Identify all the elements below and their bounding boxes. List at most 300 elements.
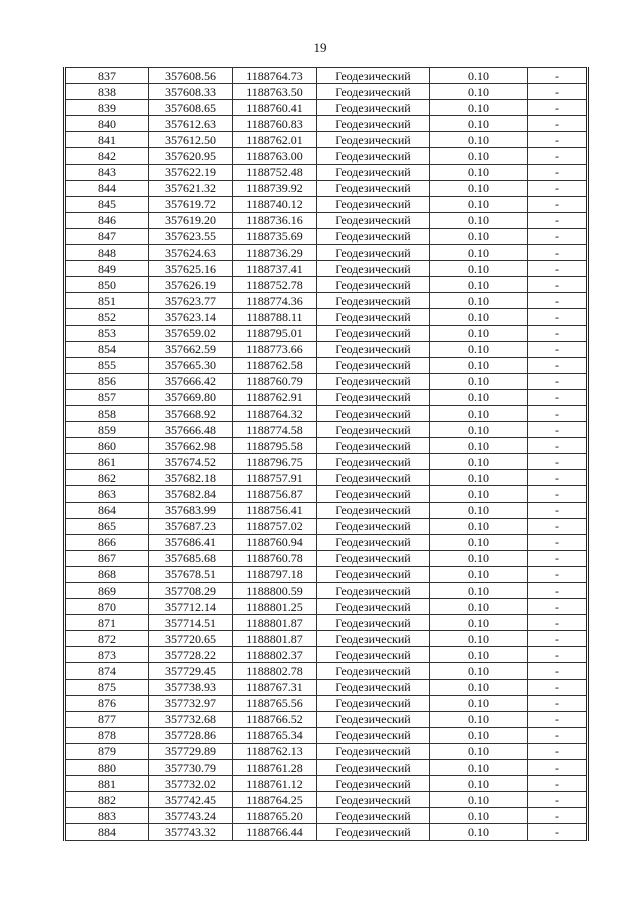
y-coordinate-cell: 1188757.91 <box>233 470 317 486</box>
point-number-cell: 867 <box>65 550 149 566</box>
point-number-cell: 866 <box>65 534 149 550</box>
y-coordinate-cell: 1188760.78 <box>233 550 317 566</box>
method-cell: Геодезический <box>317 373 430 389</box>
point-number-cell: 840 <box>65 116 149 132</box>
description-cell: - <box>528 261 588 277</box>
description-cell: - <box>528 502 588 518</box>
description-cell: - <box>528 180 588 196</box>
description-cell: - <box>528 711 588 727</box>
x-coordinate-cell: 357623.14 <box>149 309 233 325</box>
table-row <box>65 727 588 743</box>
point-number-cell: 882 <box>65 792 149 808</box>
description-cell: - <box>528 164 588 180</box>
description-cell: - <box>528 438 588 454</box>
method-cell: Геодезический <box>317 325 430 341</box>
x-coordinate-cell: 357608.56 <box>149 68 233 84</box>
accuracy-cell: 0.10 <box>430 84 528 100</box>
table-row <box>65 518 588 534</box>
accuracy-cell: 0.10 <box>430 293 528 309</box>
accuracy-cell: 0.10 <box>430 502 528 518</box>
table-row <box>65 454 588 470</box>
point-number-cell: 863 <box>65 486 149 502</box>
method-cell: Геодезический <box>317 486 430 502</box>
point-number-cell: 874 <box>65 663 149 679</box>
table-row <box>65 100 588 116</box>
accuracy-cell: 0.10 <box>430 647 528 663</box>
method-cell: Геодезический <box>317 599 430 615</box>
point-number-cell: 860 <box>65 438 149 454</box>
description-cell: - <box>528 148 588 164</box>
accuracy-cell: 0.10 <box>430 438 528 454</box>
point-number-cell: 851 <box>65 293 149 309</box>
method-cell: Геодезический <box>317 695 430 711</box>
x-coordinate-cell: 357665.30 <box>149 357 233 373</box>
table-row <box>65 743 588 759</box>
y-coordinate-cell: 1188762.13 <box>233 743 317 759</box>
x-coordinate-cell: 357678.51 <box>149 566 233 582</box>
y-coordinate-cell: 1188801.25 <box>233 599 317 615</box>
table-row <box>65 261 588 277</box>
method-cell: Геодезический <box>317 566 430 582</box>
description-cell: - <box>528 679 588 695</box>
method-cell: Геодезический <box>317 583 430 599</box>
y-coordinate-cell: 1188802.37 <box>233 647 317 663</box>
y-coordinate-cell: 1188764.32 <box>233 405 317 421</box>
y-coordinate-cell: 1188760.41 <box>233 100 317 116</box>
method-cell: Геодезический <box>317 647 430 663</box>
x-coordinate-cell: 357687.23 <box>149 518 233 534</box>
x-coordinate-cell: 357619.20 <box>149 212 233 228</box>
x-coordinate-cell: 357662.98 <box>149 438 233 454</box>
y-coordinate-cell: 1188801.87 <box>233 631 317 647</box>
y-coordinate-cell: 1188756.87 <box>233 486 317 502</box>
description-cell: - <box>528 647 588 663</box>
accuracy-cell: 0.10 <box>430 228 528 244</box>
description-cell: - <box>528 454 588 470</box>
x-coordinate-cell: 357621.32 <box>149 180 233 196</box>
table-row <box>65 615 588 631</box>
table-row <box>65 422 588 438</box>
y-coordinate-cell: 1188795.01 <box>233 325 317 341</box>
accuracy-cell: 0.10 <box>430 116 528 132</box>
description-cell: - <box>528 760 588 776</box>
x-coordinate-cell: 357659.02 <box>149 325 233 341</box>
description-cell: - <box>528 486 588 502</box>
accuracy-cell: 0.10 <box>430 550 528 566</box>
table-row <box>65 245 588 261</box>
y-coordinate-cell: 1188752.48 <box>233 164 317 180</box>
table-row <box>65 599 588 615</box>
point-number-cell: 865 <box>65 518 149 534</box>
description-cell: - <box>528 615 588 631</box>
method-cell: Геодезический <box>317 792 430 808</box>
point-number-cell: 870 <box>65 599 149 615</box>
x-coordinate-cell: 357612.50 <box>149 132 233 148</box>
point-number-cell: 869 <box>65 583 149 599</box>
x-coordinate-cell: 357608.65 <box>149 100 233 116</box>
point-number-cell: 847 <box>65 228 149 244</box>
accuracy-cell: 0.10 <box>430 631 528 647</box>
accuracy-cell: 0.10 <box>430 245 528 261</box>
point-number-cell: 861 <box>65 454 149 470</box>
table-row <box>65 679 588 695</box>
table-row <box>65 631 588 647</box>
x-coordinate-cell: 357622.19 <box>149 164 233 180</box>
method-cell: Геодезический <box>317 518 430 534</box>
method-cell: Геодезический <box>317 727 430 743</box>
x-coordinate-cell: 357720.65 <box>149 631 233 647</box>
method-cell: Геодезический <box>317 422 430 438</box>
method-cell: Геодезический <box>317 824 430 840</box>
point-number-cell: 839 <box>65 100 149 116</box>
table-row <box>65 566 588 582</box>
point-number-cell: 841 <box>65 132 149 148</box>
point-number-cell: 859 <box>65 422 149 438</box>
description-cell: - <box>528 727 588 743</box>
y-coordinate-cell: 1188736.29 <box>233 245 317 261</box>
y-coordinate-cell: 1188802.78 <box>233 663 317 679</box>
accuracy-cell: 0.10 <box>430 68 528 84</box>
accuracy-cell: 0.10 <box>430 341 528 357</box>
description-cell: - <box>528 357 588 373</box>
accuracy-cell: 0.10 <box>430 164 528 180</box>
description-cell: - <box>528 245 588 261</box>
description-cell: - <box>528 695 588 711</box>
table-row <box>65 470 588 486</box>
x-coordinate-cell: 357712.14 <box>149 599 233 615</box>
method-cell: Геодезический <box>317 631 430 647</box>
description-cell: - <box>528 534 588 550</box>
description-cell: - <box>528 470 588 486</box>
method-cell: Геодезический <box>317 212 430 228</box>
point-number-cell: 838 <box>65 84 149 100</box>
method-cell: Геодезический <box>317 164 430 180</box>
point-number-cell: 868 <box>65 566 149 582</box>
table-row <box>65 438 588 454</box>
table-row <box>65 325 588 341</box>
y-coordinate-cell: 1188764.25 <box>233 792 317 808</box>
table-row <box>65 84 588 100</box>
point-number-cell: 857 <box>65 389 149 405</box>
x-coordinate-cell: 357714.51 <box>149 615 233 631</box>
point-number-cell: 850 <box>65 277 149 293</box>
page-number: 19 <box>313 40 327 55</box>
method-cell: Геодезический <box>317 196 430 212</box>
method-cell: Геодезический <box>317 389 430 405</box>
x-coordinate-cell: 357612.63 <box>149 116 233 132</box>
y-coordinate-cell: 1188773.66 <box>233 341 317 357</box>
x-coordinate-cell: 357729.45 <box>149 663 233 679</box>
table-row <box>65 389 588 405</box>
x-coordinate-cell: 357682.84 <box>149 486 233 502</box>
table-row <box>65 341 588 357</box>
method-cell: Геодезический <box>317 470 430 486</box>
method-cell: Геодезический <box>317 760 430 776</box>
table-row <box>65 277 588 293</box>
accuracy-cell: 0.10 <box>430 422 528 438</box>
table-row <box>65 148 588 164</box>
description-cell: - <box>528 631 588 647</box>
x-coordinate-cell: 357623.77 <box>149 293 233 309</box>
table-row <box>65 373 588 389</box>
x-coordinate-cell: 357668.92 <box>149 405 233 421</box>
y-coordinate-cell: 1188760.83 <box>233 116 317 132</box>
table-row <box>65 808 588 824</box>
method-cell: Геодезический <box>317 293 430 309</box>
point-number-cell: 881 <box>65 776 149 792</box>
table-row <box>65 663 588 679</box>
y-coordinate-cell: 1188763.50 <box>233 84 317 100</box>
accuracy-cell: 0.10 <box>430 583 528 599</box>
table-row <box>65 196 588 212</box>
method-cell: Геодезический <box>317 808 430 824</box>
x-coordinate-cell: 357619.72 <box>149 196 233 212</box>
description-cell: - <box>528 68 588 84</box>
y-coordinate-cell: 1188766.44 <box>233 824 317 840</box>
method-cell: Геодезический <box>317 405 430 421</box>
table-row <box>65 792 588 808</box>
table-body <box>65 68 588 841</box>
description-cell: - <box>528 309 588 325</box>
accuracy-cell: 0.10 <box>430 566 528 582</box>
y-coordinate-cell: 1188761.28 <box>233 760 317 776</box>
y-coordinate-cell: 1188774.36 <box>233 293 317 309</box>
y-coordinate-cell: 1188735.69 <box>233 228 317 244</box>
method-cell: Геодезический <box>317 341 430 357</box>
table-row <box>65 212 588 228</box>
table-row <box>65 68 588 84</box>
point-number-cell: 864 <box>65 502 149 518</box>
description-cell: - <box>528 389 588 405</box>
x-coordinate-cell: 357685.68 <box>149 550 233 566</box>
x-coordinate-cell: 357683.99 <box>149 502 233 518</box>
description-cell: - <box>528 599 588 615</box>
method-cell: Геодезический <box>317 743 430 759</box>
description-cell: - <box>528 373 588 389</box>
accuracy-cell: 0.10 <box>430 100 528 116</box>
point-number-cell: 843 <box>65 164 149 180</box>
y-coordinate-cell: 1188797.18 <box>233 566 317 582</box>
x-coordinate-cell: 357686.41 <box>149 534 233 550</box>
description-cell: - <box>528 293 588 309</box>
point-number-cell: 883 <box>65 808 149 824</box>
method-cell: Геодезический <box>317 615 430 631</box>
table-row <box>65 760 588 776</box>
y-coordinate-cell: 1188765.20 <box>233 808 317 824</box>
y-coordinate-cell: 1188760.79 <box>233 373 317 389</box>
point-number-cell: 837 <box>65 68 149 84</box>
point-number-cell: 880 <box>65 760 149 776</box>
y-coordinate-cell: 1188801.87 <box>233 615 317 631</box>
accuracy-cell: 0.10 <box>430 132 528 148</box>
method-cell: Геодезический <box>317 68 430 84</box>
x-coordinate-cell: 357626.19 <box>149 277 233 293</box>
y-coordinate-cell: 1188762.91 <box>233 389 317 405</box>
point-number-cell: 852 <box>65 309 149 325</box>
table-row <box>65 534 588 550</box>
y-coordinate-cell: 1188757.02 <box>233 518 317 534</box>
accuracy-cell: 0.10 <box>430 679 528 695</box>
method-cell: Геодезический <box>317 228 430 244</box>
x-coordinate-cell: 357608.33 <box>149 84 233 100</box>
description-cell: - <box>528 228 588 244</box>
method-cell: Геодезический <box>317 116 430 132</box>
point-number-cell: 873 <box>65 647 149 663</box>
description-cell: - <box>528 550 588 566</box>
y-coordinate-cell: 1188737.41 <box>233 261 317 277</box>
coordinates-table <box>63 67 589 841</box>
table-row <box>65 502 588 518</box>
accuracy-cell: 0.10 <box>430 148 528 164</box>
accuracy-cell: 0.10 <box>430 277 528 293</box>
method-cell: Геодезический <box>317 148 430 164</box>
table-row <box>65 228 588 244</box>
accuracy-cell: 0.10 <box>430 357 528 373</box>
x-coordinate-cell: 357742.45 <box>149 792 233 808</box>
accuracy-cell: 0.10 <box>430 534 528 550</box>
table-row <box>65 550 588 566</box>
accuracy-cell: 0.10 <box>430 373 528 389</box>
point-number-cell: 858 <box>65 405 149 421</box>
point-number-cell: 877 <box>65 711 149 727</box>
point-number-cell: 879 <box>65 743 149 759</box>
point-number-cell: 844 <box>65 180 149 196</box>
method-cell: Геодезический <box>317 663 430 679</box>
x-coordinate-cell: 357732.02 <box>149 776 233 792</box>
x-coordinate-cell: 357728.22 <box>149 647 233 663</box>
accuracy-cell: 0.10 <box>430 309 528 325</box>
description-cell: - <box>528 583 588 599</box>
point-number-cell: 862 <box>65 470 149 486</box>
point-number-cell: 846 <box>65 212 149 228</box>
description-cell: - <box>528 824 588 840</box>
accuracy-cell: 0.10 <box>430 261 528 277</box>
accuracy-cell: 0.10 <box>430 743 528 759</box>
method-cell: Геодезический <box>317 309 430 325</box>
y-coordinate-cell: 1188740.12 <box>233 196 317 212</box>
y-coordinate-cell: 1188800.59 <box>233 583 317 599</box>
method-cell: Геодезический <box>317 502 430 518</box>
method-cell: Геодезический <box>317 180 430 196</box>
method-cell: Геодезический <box>317 454 430 470</box>
accuracy-cell: 0.10 <box>430 615 528 631</box>
accuracy-cell: 0.10 <box>430 454 528 470</box>
accuracy-cell: 0.10 <box>430 389 528 405</box>
point-number-cell: 876 <box>65 695 149 711</box>
accuracy-cell: 0.10 <box>430 599 528 615</box>
table-row <box>65 132 588 148</box>
x-coordinate-cell: 357729.89 <box>149 743 233 759</box>
point-number-cell: 856 <box>65 373 149 389</box>
point-number-cell: 854 <box>65 341 149 357</box>
point-number-cell: 848 <box>65 245 149 261</box>
y-coordinate-cell: 1188756.41 <box>233 502 317 518</box>
point-number-cell: 853 <box>65 325 149 341</box>
y-coordinate-cell: 1188736.16 <box>233 212 317 228</box>
method-cell: Геодезический <box>317 132 430 148</box>
x-coordinate-cell: 357708.29 <box>149 583 233 599</box>
table-row <box>65 647 588 663</box>
table-row <box>65 293 588 309</box>
point-number-cell: 855 <box>65 357 149 373</box>
accuracy-cell: 0.10 <box>430 405 528 421</box>
y-coordinate-cell: 1188762.58 <box>233 357 317 373</box>
y-coordinate-cell: 1188765.56 <box>233 695 317 711</box>
point-number-cell: 842 <box>65 148 149 164</box>
description-cell: - <box>528 808 588 824</box>
accuracy-cell: 0.10 <box>430 727 528 743</box>
description-cell: - <box>528 518 588 534</box>
x-coordinate-cell: 357623.55 <box>149 228 233 244</box>
description-cell: - <box>528 196 588 212</box>
y-coordinate-cell: 1188760.94 <box>233 534 317 550</box>
method-cell: Геодезический <box>317 776 430 792</box>
description-cell: - <box>528 100 588 116</box>
x-coordinate-cell: 357743.24 <box>149 808 233 824</box>
table-row <box>65 405 588 421</box>
x-coordinate-cell: 357662.59 <box>149 341 233 357</box>
method-cell: Геодезический <box>317 357 430 373</box>
table-row <box>65 357 588 373</box>
method-cell: Геодезический <box>317 84 430 100</box>
y-coordinate-cell: 1188763.00 <box>233 148 317 164</box>
method-cell: Геодезический <box>317 711 430 727</box>
description-cell: - <box>528 277 588 293</box>
description-cell: - <box>528 212 588 228</box>
description-cell: - <box>528 325 588 341</box>
description-cell: - <box>528 743 588 759</box>
method-cell: Геодезический <box>317 245 430 261</box>
table-row <box>65 711 588 727</box>
x-coordinate-cell: 357728.86 <box>149 727 233 743</box>
method-cell: Геодезический <box>317 534 430 550</box>
method-cell: Геодезический <box>317 679 430 695</box>
x-coordinate-cell: 357743.32 <box>149 824 233 840</box>
accuracy-cell: 0.10 <box>430 325 528 341</box>
accuracy-cell: 0.10 <box>430 663 528 679</box>
x-coordinate-cell: 357625.16 <box>149 261 233 277</box>
method-cell: Геодезический <box>317 438 430 454</box>
x-coordinate-cell: 357738.93 <box>149 679 233 695</box>
y-coordinate-cell: 1188766.52 <box>233 711 317 727</box>
accuracy-cell: 0.10 <box>430 711 528 727</box>
description-cell: - <box>528 405 588 421</box>
table-row <box>65 180 588 196</box>
method-cell: Геодезический <box>317 277 430 293</box>
accuracy-cell: 0.10 <box>430 470 528 486</box>
description-cell: - <box>528 116 588 132</box>
x-coordinate-cell: 357666.48 <box>149 422 233 438</box>
x-coordinate-cell: 357732.68 <box>149 711 233 727</box>
accuracy-cell: 0.10 <box>430 486 528 502</box>
accuracy-cell: 0.10 <box>430 695 528 711</box>
accuracy-cell: 0.10 <box>430 792 528 808</box>
y-coordinate-cell: 1188795.58 <box>233 438 317 454</box>
point-number-cell: 884 <box>65 824 149 840</box>
y-coordinate-cell: 1188796.75 <box>233 454 317 470</box>
method-cell: Геодезический <box>317 550 430 566</box>
point-number-cell: 875 <box>65 679 149 695</box>
table-row <box>65 164 588 180</box>
x-coordinate-cell: 357624.63 <box>149 245 233 261</box>
table-row <box>65 116 588 132</box>
point-number-cell: 845 <box>65 196 149 212</box>
x-coordinate-cell: 357669.80 <box>149 389 233 405</box>
y-coordinate-cell: 1188765.34 <box>233 727 317 743</box>
point-number-cell: 872 <box>65 631 149 647</box>
accuracy-cell: 0.10 <box>430 196 528 212</box>
accuracy-cell: 0.10 <box>430 760 528 776</box>
